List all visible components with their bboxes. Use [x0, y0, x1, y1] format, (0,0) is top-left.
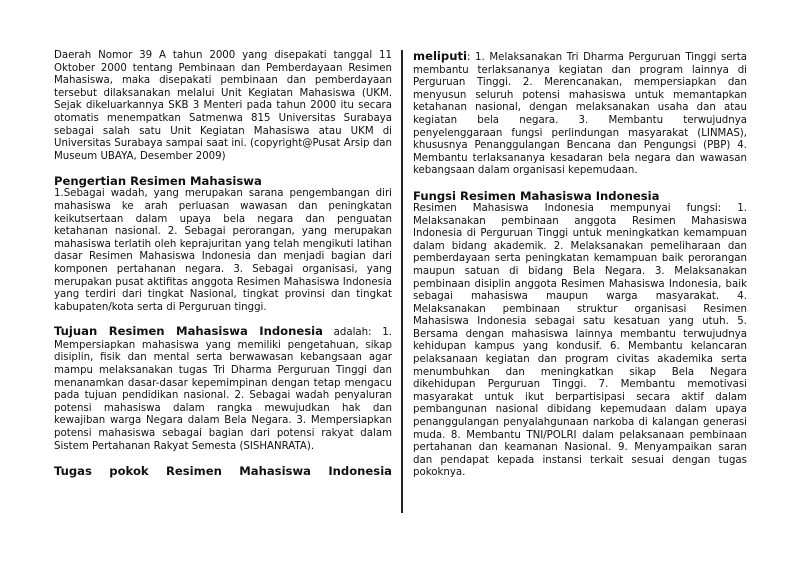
meliputi-word: meliputi [413, 49, 467, 63]
intro-paragraph: Daerah Nomor 39 A tahun 2000 yang disepakati tanggal 11 Oktober 2000 tentang Pembinaan dan Pemberdayaan Resimen Mahasiswa, maka disepakati pembinaan dan pemberdayaan tersebut dilaksanakan melalui Unit Kegiatan Mahasiswa (UKM. Sejak dikeluarkannya SKB 3 Menteri pada tahun 2000 itu secara otomatis menempatkan Satmenwa 815 Universitas Surabaya sebagai salah satu Unit Kegiatan Mahasiswa atau UKM di Universitas Surabaya sampai saat ini. (copyright@Pusat Arsip dan Museum UBAYA, Desember 2009) [54, 50, 392, 162]
pengertian-body: 1.Sebagai wadah, yang merupakan sarana pengembangan diri mahasiswa ke arah perluasan wawasan dan peningkatan keikutsertaan dalam upaya bela negara dan penguatan ketahanan nasional. 2. Sebagai perorangan, yang merupakan mahasiswa terlatih oleh keprajuritan yang telah mengikuti latihan dasar Resimen Mahasiswa Indonesia dan menjadi bagian dari komponen pertahanan negara. 3. Sebagai organisasi, yang merupakan pusat aktifitas anggota Resimen Mahasiswa Indonesia yang terdiri dari tingkat Nasional, tingkat provinsi dan tingkat kabupaten/kota serta di Perguruan tinggi. [54, 188, 392, 313]
fungsi-body: Resimen Mahasiswa Indonesia mempunyai fungsi: 1. Melaksanakan pembinaan anggota Resimen Mahasiswa Indonesia di Perguruan Tinggi untuk meningkatkan kemampuan dalam bidang akademik. 2. Melaksanakan pemeliharaan dan pemberdayaan serta peningkatan kemampuan baik perorangan maupun satuan di bidang Bela Negara. 3. Melaksanakan pembinaan disiplin anggota Resimen Mahasiswa Indonesia, baik sebagai mahasiswa maupun warga masyarakat. 4. Melaksanakan pembinaan struktur organisasi Resimen Mahasiswa Indonesia sebagai satu kesatuan yang utuh. 5. Bersama dengan mahasiswa lainnya membantu terwujudnya kehidupan kampus yang kondusif. 6. Membantu kelancaran pelaksanaan kegiatan dan program civitas akademika serta menumbuhkan dan meningkatkan sikap Bela Negara dikehidupan Perguruan Tinggi. 7. Membantu memotivasi masyarakat untuk ikut berpartisipasi secara aktif dalam pembangunan nasional dibidang kepemudaan dalam upaya penanggulangan penyalahgunaan narkoba di kalangan generasi muda. 8. Membantu TNI/POLRI dalam pelaksanaan pembinaan pertahanan dan keamanan Nasional. 9. Menyampaikan saran dan pendapat kepada instansi terkait sesuai dengan tugas pokoknya. [413, 202, 747, 479]
tugas-heading: Tugas pokok Resimen Mahasiswa Indonesia [54, 464, 392, 479]
meliputi-body: : 1. Melaksanakan Tri Dharma Perguruan Tinggi serta membantu terlaksananya kegiatan dan program lainnya di Perguruan Tinggi. 2. Merencanakan, mempersiapkan dan menyusun seluruh potensi mahasiswa untuk memantapkan ketahanan nasional, dengan melaksanakan usaha dan atau kegiatan bela negara. 3. Membantu terwujudnya penyelenggaraan fungsi perlindungan masyarakat (LINMAS), khususnya Penanggulangan Bencana dan Pengungsi (PBP) 4. Membantu terlaksananya kesadaran bela negara dan wawasan kebangsaan dalam organisasi kepemudaan. [413, 52, 747, 177]
left-column [54, 50, 392, 478]
right-column [413, 50, 747, 480]
meliputi-paragraph [413, 50, 747, 178]
pengertian-heading: Pengertian Resimen Mahasiswa [54, 174, 262, 189]
tujuan-paragraph [54, 325, 392, 453]
tujuan-body: adalah: 1. Mempersiapkan mahasiswa yang memiliki pengetahuan, sikap disiplin, fisik dan mental serta berwawasan kebangsaan agar mampu melaksanakan tugas Tri Dharma Perguruan Tinggi dan menanamkan dasar-dasar kepemimpinan dengan tetap mengacu pada tujuan pendidikan nasional. 2. Sebagai wadah penyaluran potensi mahasiswa dalam rangka mewujudkan hak dan kewajiban warga Negara dalam Bela Negara. 3. Mempersiapkan potensi mahasiswa sebagai bagian dari potensi rakyat dalam Sistem Pertahanan Rakyat Semesta (SISHANRATA). [54, 327, 392, 452]
tujuan-heading: Tujuan Resimen Mahasiswa Indonesia [54, 324, 323, 339]
fungsi-heading: Fungsi Resimen Mahasiswa Indonesia [413, 188, 660, 203]
column-divider [401, 50, 403, 513]
